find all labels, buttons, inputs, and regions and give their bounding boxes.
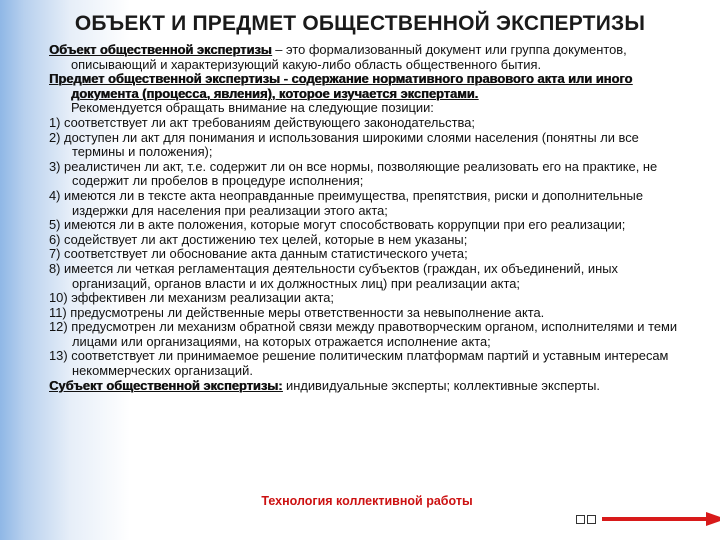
- criteria-item: 5) имеются ли в акте положения, которые могут способствовать коррупции при его реализации;: [49, 217, 626, 233]
- criteria-item: 12) предусмотрен ли механизм обратной связи между правотворческим органом, исполнителями и теми лицами или организациями, на которых отражается исполнение акта;: [49, 319, 678, 349]
- criteria-item: 2) доступен ли акт для понимания и использования широкими слоями населения (понятны ли все термины и положения);: [49, 129, 639, 160]
- criteria-item: 3) реалистичен ли акт, т.е. содержит ли он все нормы, позволяющие реализовать его на практике, не содержит ли пробелов в процедуре исполнения;: [49, 158, 658, 189]
- criteria-item: 13) соответствует ли принимаемое решение политическим платформам партий и уставным интересам некоммерческих организаций.: [49, 348, 669, 379]
- criteria-item: 10) эффективен ли механизм реализации акта;: [49, 290, 334, 306]
- recommendation-intro: Рекомендуется обращать внимание на следующие позиции:: [71, 100, 434, 116]
- experts-line: [49, 379, 689, 394]
- slide-body: [49, 43, 689, 393]
- criteria-item: 7) соответствует ли обоснование акта данным статистического учета;: [49, 246, 468, 262]
- criteria-item: 6) содействует ли акт достижению тех целей, которые в нем указаны;: [49, 231, 468, 247]
- nav-home-button[interactable]: [576, 515, 585, 524]
- criteria-list: [49, 116, 689, 379]
- experts-text: индивидуальные эксперты; коллективные эксперты.: [282, 377, 600, 393]
- object-term: Объект общественной экспертизы: [49, 42, 272, 57]
- slide-title: ОБЪЕКТ И ПРЕДМЕТ ОБЩЕСТВЕННОЙ ЭКСПЕРТИЗЫ: [74, 12, 646, 35]
- slide-navigation: [576, 512, 720, 526]
- object-definition: [49, 43, 689, 72]
- subject-definition: Предмет общественной экспертизы - содержание нормативного правового акта или иного документа (процесса, явления), которое изучается экспертами.: [49, 71, 633, 101]
- object-definition-text: – это формализованный документ или группа документов, описывающий и характеризующий какую-либо область общественного бытия.: [71, 42, 627, 72]
- collective-work-link[interactable]: Технология коллективной работы: [261, 494, 473, 508]
- criteria-item: 4) имеются ли в тексте акта неоправданные преимущества, препятствия, риски и дополнительные издержки для населения при реализации этого акта;: [49, 187, 643, 218]
- experts-term: Субъект общественной экспертизы:: [49, 377, 283, 393]
- criteria-item: 11) предусмотрены ли действенные меры ответственности за невыполнение акта.: [49, 304, 545, 320]
- next-arrow-icon[interactable]: [602, 512, 720, 526]
- criteria-item: 8) имеется ли четкая регламентация деятельности субъектов (граждан, их объединений, иных организаций, органов власти и их должностных лиц) при реализации акта;: [49, 260, 618, 291]
- nav-back-button[interactable]: [587, 515, 596, 524]
- criteria-item: 1) соответствует ли акт требованиям действующего законодательства;: [49, 114, 475, 130]
